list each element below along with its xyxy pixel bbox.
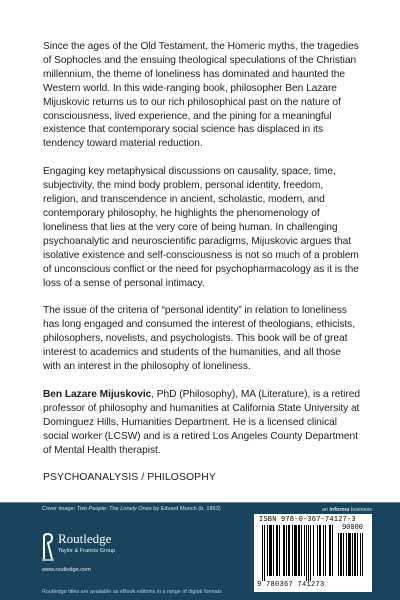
price-code: 90000 xyxy=(341,524,363,532)
barcode-bar xyxy=(286,525,287,576)
barcode-bar xyxy=(340,533,342,576)
barcode-bar xyxy=(346,533,347,576)
isbn-label: ISBN 978-0-367-74127-3 xyxy=(259,516,356,524)
barcode-bar xyxy=(306,525,307,581)
barcode-bar xyxy=(288,525,290,576)
author-bio xyxy=(43,388,361,458)
barcode-bar xyxy=(357,533,358,576)
barcode-bar xyxy=(362,533,363,576)
publisher-name: Routledge xyxy=(58,531,112,546)
subject-category: PSYCHOANALYSIS / PHILOSOPHY xyxy=(43,472,216,484)
barcode-bar xyxy=(276,525,278,576)
routledge-logo-icon xyxy=(42,533,54,561)
author-name: Ben Lazare Mijuskovic xyxy=(43,388,152,400)
publisher-footer xyxy=(0,502,400,600)
informa-business-tag: an informa business xyxy=(321,507,372,513)
barcode-bar xyxy=(325,525,326,576)
barcode-bar xyxy=(323,525,324,576)
barcode-bar xyxy=(338,533,339,576)
blurb-paragraph-3: The issue of the criteria of “personal identity” in relation to loneliness has long engaged and consumed the interest of theologians, ethicists, philosophers, novelists, and psychologists. This book will be of great interest to academics and students of the humanities, and all those with an interest in the philosophy of loneliness. xyxy=(43,305,356,373)
barcode-bar xyxy=(329,525,331,576)
barcode-bar xyxy=(310,525,311,581)
ean-barcode xyxy=(262,525,334,581)
barcode-bar xyxy=(354,533,356,576)
blurb-paragraph-1: Since the ages of the Old Testament, the Homeric myths, the tragedies of Sophocles and the ensuing theological speculations of the Christian millennium, the theme of loneliness has dominated and haunted the Western world. In this wide-ranging book, philosopher Ben Lazare Mijuskovic returns us to our rich philosophical past on the nature of consciousness, lived experience, and the pining for a meaningful existence that contemporary social science has displaced in its tendency toward material reduction. xyxy=(43,41,359,150)
barcode-bar xyxy=(332,525,333,576)
barcode-bar xyxy=(308,525,309,581)
barcode-bar xyxy=(313,525,314,576)
cover-image-credit: Cover image: Two People: The Lonely Ones by Edvard Munch (b. 1863) xyxy=(42,506,221,512)
ebook-note: Routledge titles are available as eBook editions in a range of digital formats xyxy=(42,589,222,595)
blurb-paragraph-2: Engaging key metaphysical discussions on causality, space, time, subjectivity, the mind body problem, personal identity, freedom, religion, and transcendence in ancient, scholastic, modern, and contemporary philosophy, he highlights the phenomenology of loneliness that lies at the very core of being human. In challenging psychoanalytic and neuroscientific paradigms, Mijuskovic argues that isolative existence and self-consciousness is not so much of a problem of unconscious conflict or the need for psychopharmacology as it is the loss of a sense of personal intimacy. xyxy=(43,166,359,289)
barcode-bar xyxy=(279,525,280,576)
barcode-bar xyxy=(262,525,263,581)
barcode-bar xyxy=(283,525,285,576)
barcode-panel xyxy=(254,514,372,592)
price-addon-barcode xyxy=(338,533,366,581)
barcode-bar xyxy=(292,525,293,576)
barcode-bar xyxy=(294,525,297,576)
barcode-bar xyxy=(301,525,302,576)
barcode-bar xyxy=(267,525,268,576)
barcode-bar xyxy=(348,533,351,576)
barcode-bar xyxy=(298,525,300,576)
barcode-bar xyxy=(273,525,274,576)
publisher-url: www.routledge.com xyxy=(42,567,91,573)
barcode-bar xyxy=(343,533,344,576)
back-cover-text xyxy=(43,40,361,499)
barcode-bar xyxy=(319,525,321,576)
publisher-group: Taylor & Francis Group xyxy=(58,548,116,554)
barcode-bar xyxy=(269,525,272,576)
barcode-bar xyxy=(317,525,318,576)
barcode-bar xyxy=(304,525,305,576)
footer-divider xyxy=(0,502,400,503)
barcode-bar xyxy=(352,533,353,576)
author-bio-text: , PhD (Philosophy), MA (Literature), is a retired professor of philosophy and humanities at California State University at Dominguez Hills, Humanities Department. He is a licensed clinical social worker (LCSW) and is a retired Los Angeles County Department of Mental Health therapist. xyxy=(43,388,360,456)
barcode-bar xyxy=(360,533,361,576)
ean-digits: 9 780367 741273 xyxy=(257,581,325,589)
barcode-bar xyxy=(264,525,265,581)
